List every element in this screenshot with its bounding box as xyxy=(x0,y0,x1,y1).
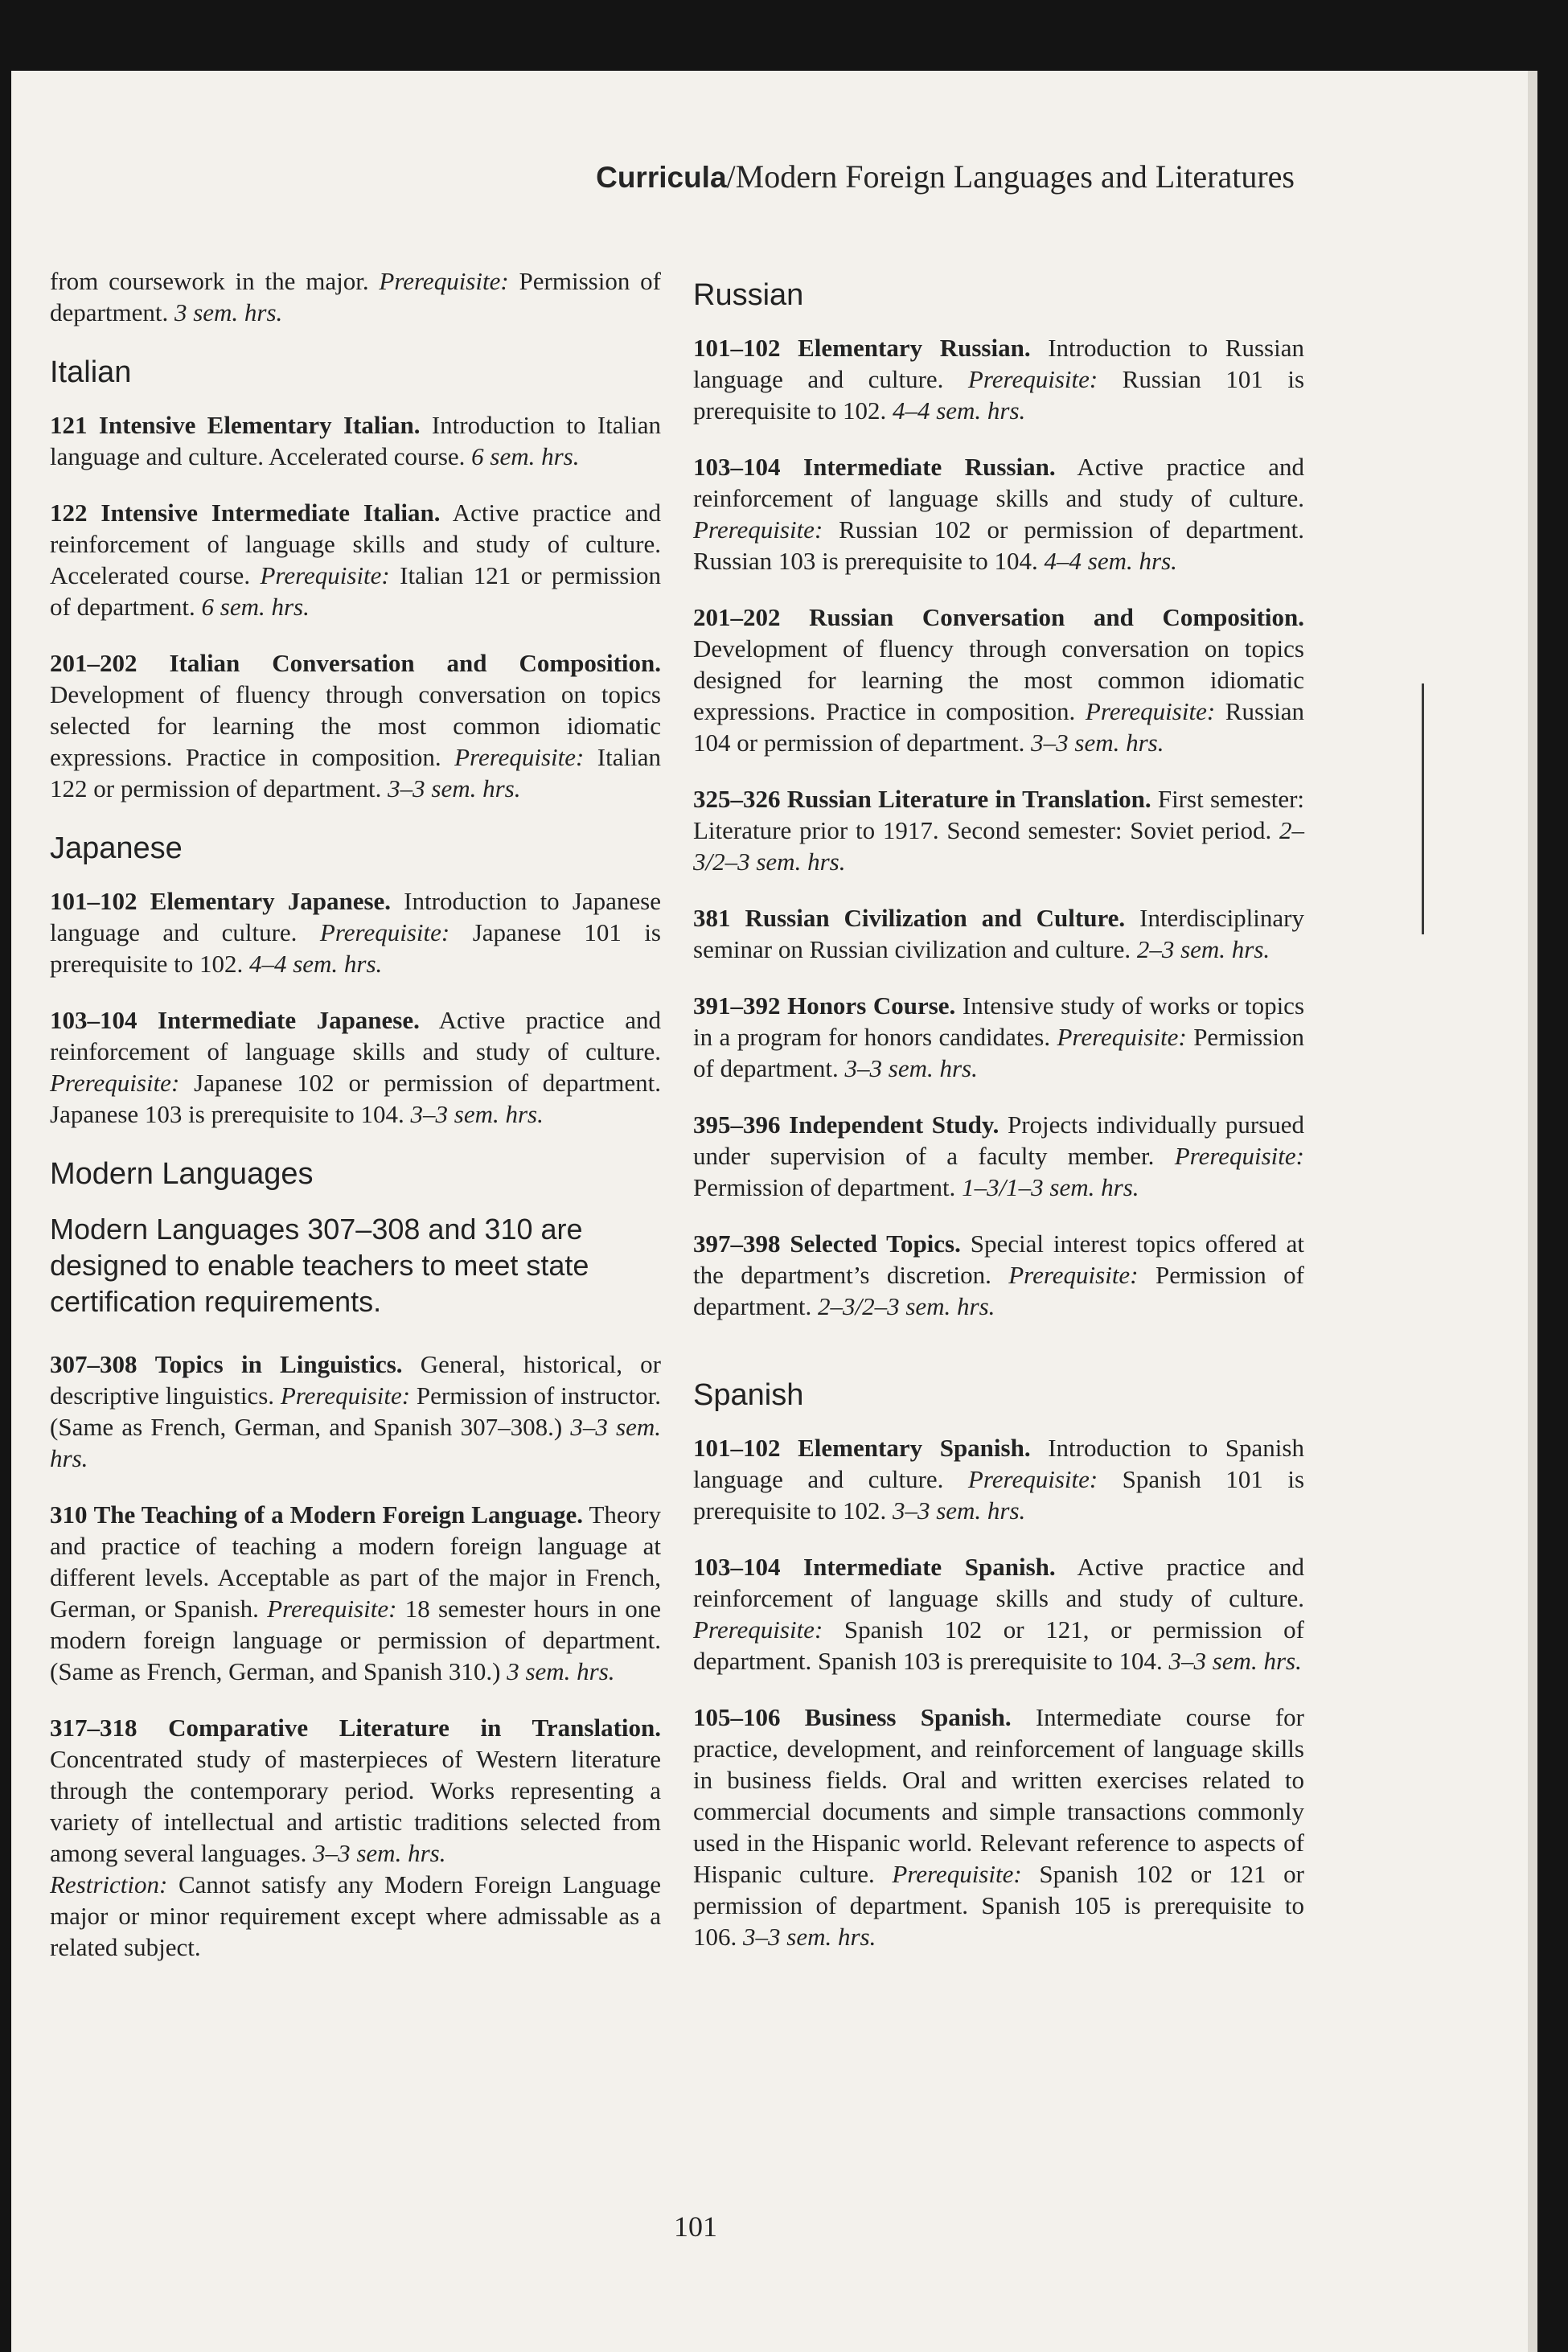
course-entry: 101–102 Elementary Russian. Introduction to Russian language and culture. Prerequisite: Russian 101 is prerequisite to 102. 4–4 sem. hrs. xyxy=(693,334,1305,425)
page-number: 101 xyxy=(674,2210,717,2243)
course-entry: 325–326 Russian Literature in Translation. First semester: Literature prior to 1917. Second semester: Soviet period. 2–3/2–3 sem. hrs. xyxy=(693,785,1305,876)
course-entry: 201–202 Italian Conversation and Composition. Development of fluency through conversation on topics selected for learning the most common idiomatic expressions. Practice in composition. Prerequisite: Italian 122 or permission of department. 3–3 sem. hrs. xyxy=(50,649,662,802)
margin-rule xyxy=(1422,683,1424,934)
section-heading-modern-languages: Modern Languages xyxy=(50,1157,314,1191)
course-entry: 307–308 Topics in Linguistics. General, historical, or descriptive linguistics. Prerequisite: Permission of instructor. (Same as French, German, and Spanish 307–308.) 3–3 sem. hrs. xyxy=(50,1350,662,1472)
left-column xyxy=(50,265,661,1988)
running-header xyxy=(596,158,1295,195)
course-entry: 395–396 Independent Study. Projects individually pursued under supervision of a faculty member. Prerequisite: Permission of department. 1–3/1–3 sem. hrs. xyxy=(693,1110,1305,1201)
header-department: /Modern Foreign Languages and Literatures xyxy=(726,158,1295,195)
modern-languages-intro: Modern Languages 307–308 and 310 are designed to enable teachers to meet state certification requirements. xyxy=(50,1213,589,1318)
course-entry: 103–104 Intermediate Russian. Active practice and reinforcement of language skills and study of culture. Prerequisite: Russian 102 or permission of department. Russian 103 is prerequisite to 104. 4–4 sem. hrs. xyxy=(693,453,1304,575)
course-entry: 105–106 Business Spanish. Intermediate course for practice, development, and reinforcement of language skills in business fields. Oral and written exercises related to commercial documents and simple transactions commonly used in the Hispanic world. Relevant reference to aspects of Hispanic culture. Prerequisite: Spanish 102 or 121 or permission of department. Spanish 105 is prerequisite to 106. 3–3 sem. hrs. xyxy=(693,1703,1305,1951)
header-curricula: Curricula xyxy=(596,161,727,194)
page-edge xyxy=(1528,71,1537,2352)
course-entry: 103–104 Intermediate Japanese. Active practice and reinforcement of language skills and study of culture. Prerequisite: Japanese 102 or permission of department. Japanese 103 is prerequisite to 104. 3–3 sem. hrs. xyxy=(50,1006,661,1128)
course-entry: 381 Russian Civilization and Culture. Interdisciplinary seminar on Russian civilization and culture. 2–3 sem. hrs. xyxy=(693,904,1304,963)
course-entry: 121 Intensive Elementary Italian. Introduction to Italian language and culture. Accelerated course. 6 sem. hrs. xyxy=(50,411,661,470)
section-heading-russian: Russian xyxy=(693,278,804,312)
continuation-text: from coursework in the major. Prerequisite: Permission of department. 3 sem. hrs. xyxy=(50,267,661,326)
course-entry: 201–202 Russian Conversation and Composition. Development of fluency through conversation on topics designed for learning the most common idiomatic expressions. Practice in composition. Prerequisite: Russian 104 or permission of department. 3–3 sem. hrs. xyxy=(693,603,1304,757)
section-heading-spanish: Spanish xyxy=(693,1378,804,1412)
course-entry: 103–104 Intermediate Spanish. Active practice and reinforcement of language skills and study of culture. Prerequisite: Spanish 102 or 121, or permission of department. Spanish 103 is prerequisite to 104. 3–3 sem. hrs. xyxy=(693,1553,1304,1675)
course-entry: 101–102 Elementary Japanese. Introduction to Japanese language and culture. Prerequisite: Japanese 101 is prerequisite to 102. 4–4 sem. hrs. xyxy=(50,887,661,978)
right-column xyxy=(693,265,1304,1977)
section-heading-japanese: Japanese xyxy=(50,831,183,865)
course-entry: 310 The Teaching of a Modern Foreign Language. Theory and practice of teaching a modern foreign language at different levels. Acceptable as part of the major in French, German, or Spanish. Prerequisite: 18 semester hours in one modern foreign language or permission of department. (Same as French, German, and Spanish 310.) 3 sem. hrs. xyxy=(50,1500,662,1685)
course-entry: 397–398 Selected Topics. Special interest topics offered at the department’s discretion. Prerequisite: Permission of department. 2–3/2–3 sem. hrs. xyxy=(693,1229,1304,1320)
course-entry: 317–318 Comparative Literature in Translation. Concentrated study of masterpieces of Western literature through the contemporary period. Works representing a variety of intellectual and artistic traditions selected from among several languages. 3–3 sem. hrs. Restriction: Cannot satisfy any Modern Foreign Language major or minor requirement except where admissable as a related subject. xyxy=(50,1714,661,1961)
course-entry: 101–102 Elementary Spanish. Introduction to Spanish language and culture. Prerequisite: Spanish 101 is prerequisite to 102. 3–3 sem. hrs. xyxy=(693,1434,1305,1525)
course-entry: 122 Intensive Intermediate Italian. Active practice and reinforcement of language skills and study of culture. Accelerated course. Prerequisite: Italian 121 or permission of department. 6 sem. hrs. xyxy=(50,499,661,621)
course-entry: 391–392 Honors Course. Intensive study of works or topics in a program for honors candidates. Prerequisite: Permission of department. 3–3 sem. hrs. xyxy=(693,991,1305,1082)
section-heading-italian: Italian xyxy=(50,355,132,389)
